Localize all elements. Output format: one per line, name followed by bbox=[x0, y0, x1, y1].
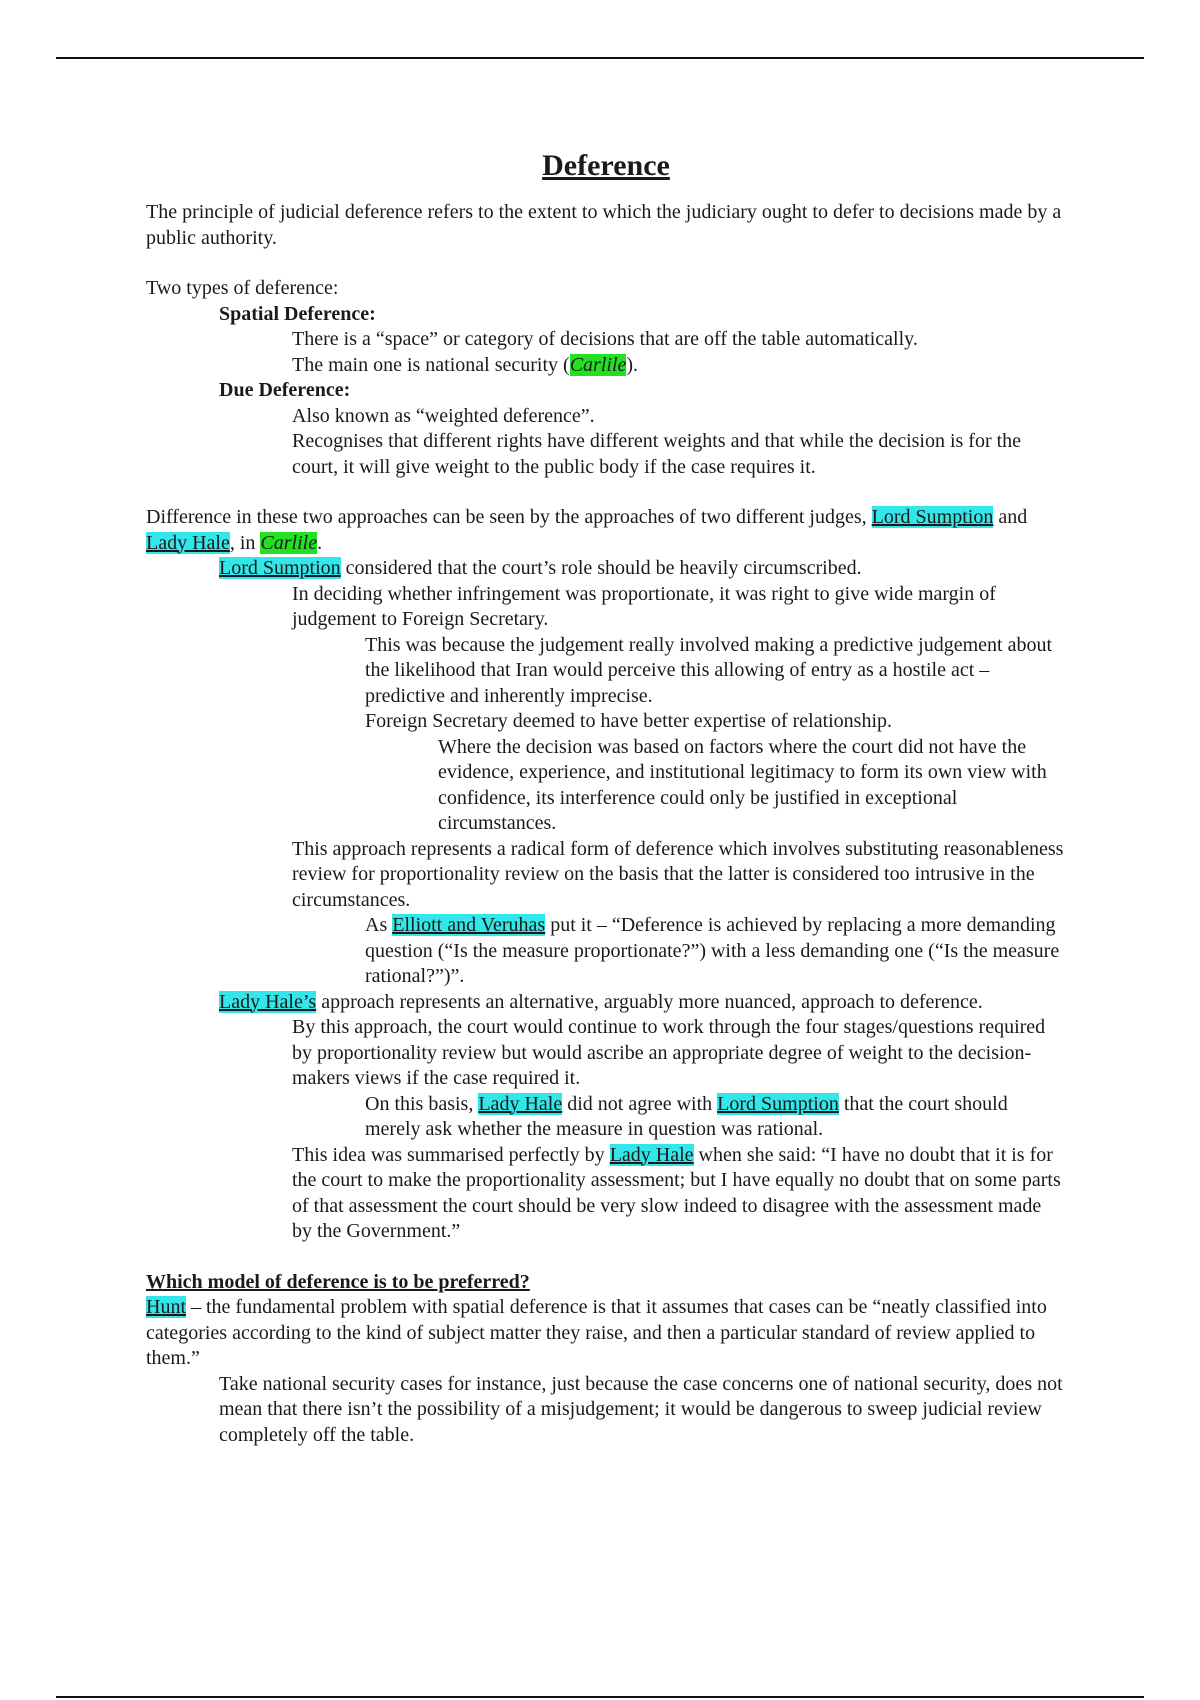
preferred-heading: Which model of deference is to be preferred? bbox=[146, 1270, 530, 1293]
authors-elliott-veruhas: Elliott and Veruhas bbox=[392, 914, 546, 936]
footer-rule bbox=[56, 1696, 1144, 1698]
sumption-point-1b-i: Where the decision was based on factors where the court did not have the evidence, experience, and institutional legitimacy to form its own view with confidence, its interference could only be justified in exceptional circumstances. bbox=[438, 735, 1047, 834]
hunt-sub-point: Take national security cases for instance, just because the case concerns one of national security, does not mean that there isn’t the possibility of a misjudgement; it would be dangerous to sweep judicial review completely off the table. bbox=[219, 1372, 1063, 1446]
sumption-intro: Lord Sumption considered that the court’s role should be heavily circumscribed. bbox=[219, 557, 862, 579]
sumption-point-2a: As Elliott and Veruhas put it – “Deference is achieved by replacing a more demanding question (“Is the measure proportionate?”) with a less demanding one (“Is the measure rational?”)”. bbox=[365, 914, 1060, 987]
sumption-point-1: In deciding whether infringement was proportionate, it was right to give wide margin of judgement to Foreign Secretary. bbox=[292, 582, 996, 630]
hale-intro: Lady Hale’s approach represents an alternative, arguably more nuanced, approach to deference. bbox=[219, 990, 983, 1013]
judge-lady-hale: Lady Hale bbox=[609, 1143, 694, 1166]
judge-lady-hale: Lady Hale bbox=[146, 531, 230, 554]
case-carlile: Carlile bbox=[569, 353, 627, 376]
due-line-1: Also known as “weighted deference”. bbox=[292, 404, 595, 427]
spatial-deference-heading: Spatial Deference: bbox=[219, 302, 376, 325]
page-title: Deference bbox=[542, 149, 670, 182]
judge-lady-hale: Lady Hale’s bbox=[219, 990, 317, 1013]
document-body bbox=[146, 146, 1066, 1448]
judge-lord-sumption: Lord Sumption bbox=[871, 506, 994, 528]
sumption-point-2: This approach represents a radical form of deference which involves substituting reasonableness review for proportionality review on the basis that the latter is considered too intrusive in the circumstances. bbox=[292, 837, 1064, 911]
spatial-line-2: The main one is national security (Carlile). bbox=[292, 353, 639, 376]
judge-lord-sumption: Lord Sumption bbox=[219, 557, 341, 579]
sumption-point-1b: Foreign Secretary deemed to have better expertise of relationship. bbox=[365, 710, 893, 732]
author-hunt: Hunt bbox=[146, 1296, 186, 1318]
intro-paragraph: The principle of judicial deference refers to the extent to which the judiciary ought to defer to decisions made by a public authority. bbox=[146, 201, 1062, 249]
hale-point-2: This idea was summarised perfectly by Lady Hale when she said: “I have no doubt that it is for the court to make the proportionality assessment; but I have equally no doubt that on some parts of that assessment the court should be very slow indeed to disagree with the assessment made by the Government.” bbox=[292, 1143, 1061, 1242]
judge-lord-sumption: Lord Sumption bbox=[717, 1092, 839, 1115]
judge-lady-hale: Lady Hale bbox=[478, 1092, 563, 1115]
due-line-2: Recognises that different rights have different weights and that while the decision is for the court, it will give weight to the public body if the case requires it. bbox=[292, 430, 1022, 478]
hale-point-1: By this approach, the court would continue to work through the four stages/questions required by proportionality review but would ascribe an appropriate degree of weight to the decision-makers views if the case required it. bbox=[292, 1016, 1046, 1089]
sumption-point-1a: This was because the judgement really involved making a predictive judgement about the likelihood that Iran would perceive this allowing of entry as a hostile act – predictive and inherently imprecise. bbox=[365, 633, 1053, 707]
case-carlile: Carlile bbox=[260, 531, 318, 554]
types-label: Two types of deference: bbox=[146, 277, 339, 299]
due-deference-heading: Due Deference: bbox=[219, 379, 351, 401]
spatial-line-1: There is a “space” or category of decisions that are off the table automatically. bbox=[292, 328, 918, 350]
hunt-paragraph: Hunt – the fundamental problem with spatial deference is that it assumes that cases can be “neatly classified into categories according to the kind of subject matter they raise, and then a particular standard of review applied to them.” bbox=[146, 1296, 1047, 1369]
hale-point-1a: On this basis, Lady Hale did not agree with Lord Sumption that the court should merely ask whether the measure in question was rational. bbox=[365, 1092, 1008, 1140]
header-rule bbox=[56, 57, 1144, 59]
difference-paragraph: Difference in these two approaches can be seen by the approaches of two different judges, Lord Sumption and Lady Hale, in Carlile. bbox=[146, 506, 1028, 554]
